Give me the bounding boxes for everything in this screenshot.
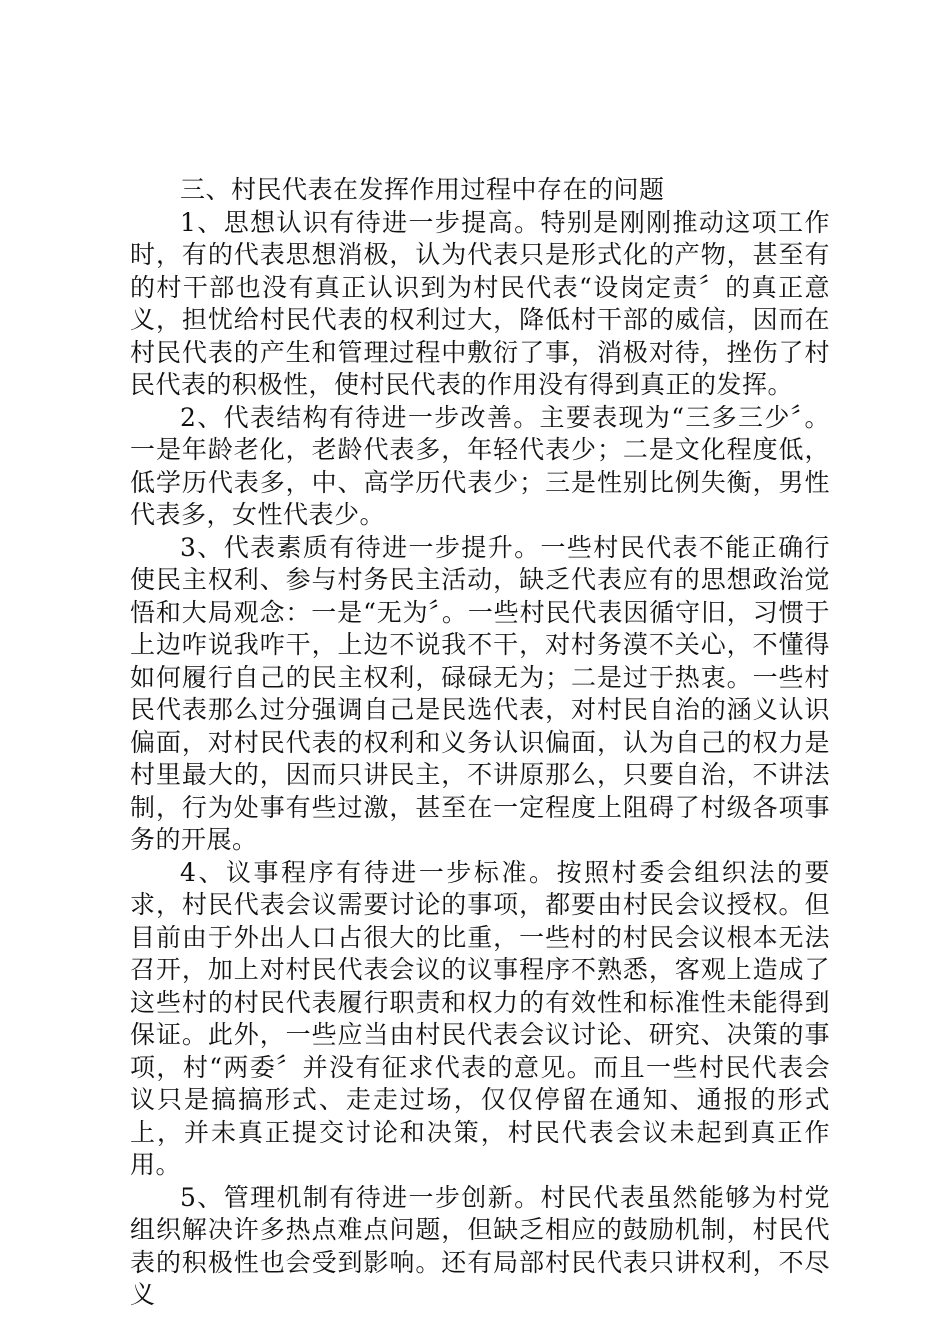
paragraph-thinking-awareness: 1、思想认识有待进一步提高。特别是刚刚推动这项工作时，有的代表思想消极，认为代表只是形式化的产物，甚至有的村干部也没有真正认识到为村民代表“设岗定责〞的真正意义，担忧给村民代表的权利过大，降低村干部的威信，因而在村民代表的产生和管理过程中敷衍了事，消极对待，挫伤了村民代表的积极性，使村民代表的作用没有得到真正的发挥。 — [130, 207, 830, 399]
paragraph-representative-quality: 3、代表素质有待进一步提升。一些村民代表不能正确行使民主权利、参与村务民主活动，缺乏代表应有的思想政治觉悟和大局观念：一是“无为〞。一些村民代表因循守旧，习惯于上边咋说我咋干，上边不说我不干，对村务漠不关心，不懂得如何履行自己的民主权利，碌碌无为；二是过于热衷。一些村民代表那么过分强调自己是民选代表，对村民自治的涵义认识偏面，对村民代表的权利和义务认识偏面，认为自己的权力是村里最大的，因而只讲民主，不讲原那么，只要自治，不讲法制，行为处事有些过激，甚至在一定程度上阻碍了村级各项事务的开展。 — [130, 532, 830, 854]
paragraph-procedure: 4、议事程序有待进一步标准。按照村委会组织法的要求，村民代表会议需要讨论的事项，都要由村民会议授权。但目前由于外出人口占很大的比重，一些村的村民会议根本无法召开，加上对村民代表会议的议事程序不熟悉，客观上造成了这些村的村民代表履行职责和权力的有效性和标准性未能得到保证。此外，一些应当由村民代表会议讨论、研究、决策的事项，村“两委〞并没有征求代表的意见。而且一些村民代表会议只是搞搞形式、走走过场，仅仅停留在通知、通报的形式上，并未真正提交讨论和决策，村民代表会议未起到真正作用。 — [130, 857, 830, 1179]
paragraph-representative-structure: 2、代表结构有待进一步改善。主要表现为“三多三少〞。一是年龄老化，老龄代表多，年轻代表少；二是文化程度低，低学历代表多，中、高学历代表少；三是性别比例失衡，男性代表多，女性代表少。 — [130, 402, 830, 529]
document-body — [130, 174, 830, 1312]
paragraph-management-mechanism: 5、管理机制有待进一步创新。村民代表虽然能够为村党组织解决许多热点难点问题，但缺乏相应的鼓励机制，村民代表的积极性也会受到影响。还有局部村民代表只讲权利，不尽义 — [130, 1182, 830, 1309]
section-heading: 三、村民代表在发挥作用过程中存在的问题 — [180, 175, 665, 204]
